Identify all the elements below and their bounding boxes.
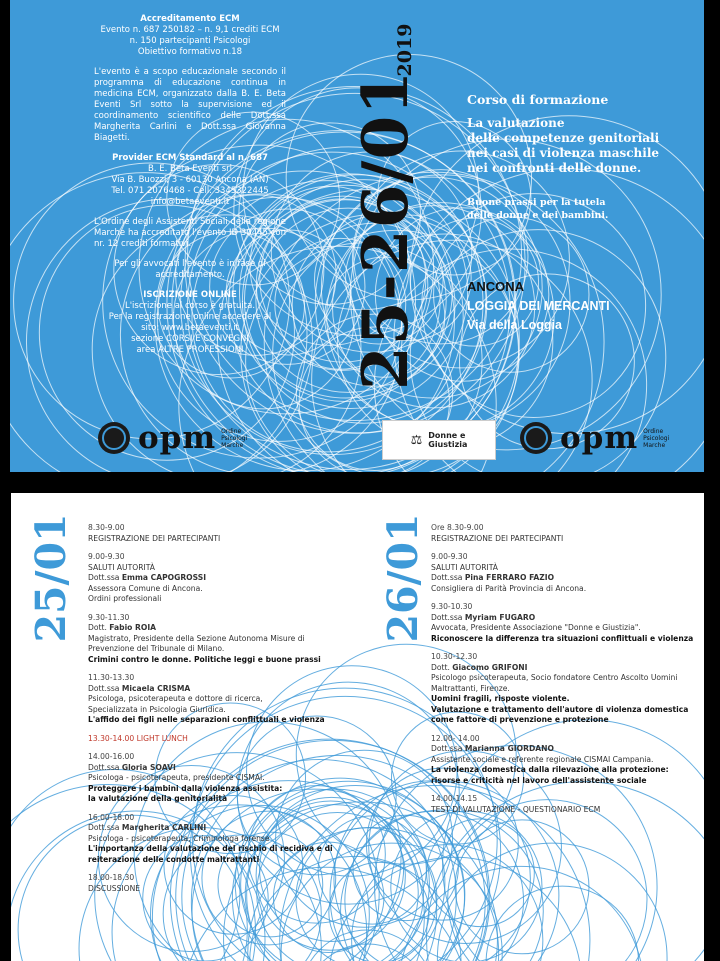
course-title-line: nei casi di violenza maschile xyxy=(467,146,660,160)
provider-heading: Provider ECM Standard al n. 687 xyxy=(112,153,268,163)
program-time: 9.30-10.30 xyxy=(431,602,473,611)
speaker-prefix: Dott. xyxy=(431,662,453,672)
course-subtitle-line: delle donne e dei bambini. xyxy=(467,210,609,221)
program-item xyxy=(431,552,701,594)
program-item xyxy=(431,602,701,644)
program-time: 16.00-18.00 xyxy=(88,812,135,822)
dg-logo-line: Donne e xyxy=(428,431,466,440)
program-line: SALUTI AUTORITÀ xyxy=(88,562,155,572)
program-speaker xyxy=(431,663,701,674)
scales-icon: ⚖ xyxy=(410,432,423,448)
speaker-prefix: Dott.ssa xyxy=(88,573,122,582)
program-time: 14.00-14.15 xyxy=(431,794,478,803)
program-item xyxy=(431,652,701,726)
speaker-name: Giacomo GRIFONI xyxy=(452,662,528,672)
venue-place: LOGGIA DEI MERCANTI xyxy=(467,299,610,313)
program-time: 18.00-18.30 xyxy=(88,873,135,882)
talk-title: Proteggere i bambini dalla violenza assistita: xyxy=(88,783,283,793)
opm-logo-name: opm xyxy=(138,420,217,456)
speaker-prefix: Dott.ssa xyxy=(88,823,122,832)
day1-date: 25/01 xyxy=(27,513,75,643)
opm-circle-logo-icon xyxy=(520,422,552,454)
program-time: 8.30-9.00 xyxy=(88,523,125,532)
program-time: 9.00-9.30 xyxy=(431,552,468,561)
course-title-line: nei confronti delle donne. xyxy=(467,161,642,175)
opm-logo-sub: Ordine xyxy=(221,427,242,435)
speaker-name: Myriam FUGARO xyxy=(464,612,536,622)
registration-line: sezione CORSI E CONVEGNI xyxy=(131,334,249,344)
donne-e-giustizia-logo xyxy=(382,420,496,460)
speaker-prefix: Dott.ssa xyxy=(88,762,122,772)
speaker-role: Psicologo psicoterapeuta, Socio fondatore Centro Ascolto Uomini xyxy=(431,673,678,682)
talk-title: la valutazione della genitorialità xyxy=(88,794,228,803)
program-speaker xyxy=(88,823,353,834)
educational-text: L'evento è a scopo educazionale secondo il programma di educazione continua in medicina ECM, organizzato dalla B. E. Beta Eventi Srl sotto la supervisione ed il coordinamento scientifico delle Dott.ssa Margherita Carlini e Dott.ssa Giovanna Biagetti. xyxy=(94,67,286,143)
speaker-role: Consigliera di Parità Provincia di Ancona. xyxy=(431,583,587,593)
talk-title: Crimini contro le donne. Politiche leggi e buone prassi xyxy=(88,654,321,664)
speaker-prefix: Dott.ssa xyxy=(431,612,465,622)
accreditation-line: Obiettivo formativo n.18 xyxy=(137,47,243,57)
dg-logo-line: Giustizia xyxy=(428,440,468,449)
program-speaker xyxy=(431,744,701,755)
registration-line: Per la registrazione online accedere al xyxy=(108,312,272,322)
speaker-role: Maltrattanti, Firenze. xyxy=(431,683,510,693)
talk-title: L'importanza della valutazione del rischio di recidiva e di xyxy=(88,844,333,853)
accreditation-heading: Accreditamento ECM xyxy=(140,14,240,24)
registration-heading: ISCRIZIONE ONLINE xyxy=(143,290,237,300)
program-speaker xyxy=(88,684,353,695)
registration-line: L'iscrizione al corso è gratuita. xyxy=(124,301,256,311)
opm-logo-right xyxy=(520,420,669,456)
program-line: SALUTI AUTORITÀ xyxy=(431,562,498,572)
program-item xyxy=(88,873,353,894)
opm-logo-name: opm xyxy=(560,420,639,456)
provider-line: Via B. Buozzi, 3 - 60130 Ancona (AN) xyxy=(111,175,269,185)
front-cover xyxy=(10,0,704,472)
speaker-role: Prevenzione del Tribunale di Milano. xyxy=(88,644,225,653)
venue-street: Via della Loggia xyxy=(467,318,562,332)
speaker-prefix: Dott.ssa xyxy=(431,744,465,753)
course-info xyxy=(467,92,704,222)
program-time: 13.30-14.00 LIGHT LUNCH xyxy=(88,733,188,743)
talk-title: Uomini fragili, risposte violente. xyxy=(431,694,570,703)
day2-program xyxy=(431,523,701,823)
speaker-role: Psicologa - psicoterapeuta, presidente CISMAI. xyxy=(88,773,265,782)
speaker-prefix: Dott.ssa xyxy=(431,573,465,582)
registration-line: area ALTRE PROFESSIONI xyxy=(136,345,244,355)
program-time: 14.00-16.00 xyxy=(88,752,135,761)
program-item xyxy=(431,794,701,815)
program-time: 9.30-11.30 xyxy=(88,612,130,622)
speaker-name: Fabio ROIA xyxy=(109,623,157,632)
speaker-role: Psicologa, psicoterapeuta e dottore di ricerca, xyxy=(88,694,263,703)
opm-circle-logo-icon xyxy=(98,422,130,454)
opm-logo-sub: Ordine xyxy=(643,427,664,435)
program-line: REGISTRAZIONE DEI PARTECIPANTI xyxy=(88,533,221,543)
event-dates: 25-26/01 xyxy=(348,69,422,391)
program-line: DISCUSSIONE xyxy=(88,883,141,893)
program-item xyxy=(88,813,353,866)
program-item xyxy=(431,523,701,544)
speaker-name: Pina FERRARO FAZIO xyxy=(464,573,555,582)
speaker-role: Specializzata in Psicologia Giuridica. xyxy=(88,704,226,714)
speaker-name: Margherita CARLINI xyxy=(121,823,207,832)
program-time: Ore 8.30-9.00 xyxy=(431,523,484,532)
talk-title: La violenza domestica dalla rilevazione alla protezione: xyxy=(431,765,669,774)
program-item xyxy=(431,734,701,787)
speaker-name: Marianna GIORDANO xyxy=(464,744,554,753)
accreditation-line: Evento n. 687 250182 – n. 9,1 crediti ECM xyxy=(100,25,280,35)
course-subtitle-line: Buone prassi per la tutela xyxy=(467,197,606,208)
program-speaker xyxy=(431,573,701,584)
venue xyxy=(467,279,610,332)
accreditation-info xyxy=(94,14,286,365)
accreditation-line: n. 150 partecipanti Psicologi xyxy=(129,36,251,46)
program-speaker xyxy=(88,573,353,584)
program-time: 11.30-13.30 xyxy=(88,673,135,682)
opm-logo-sub: Psicologi xyxy=(643,434,670,442)
speaker-prefix: Dott.ssa xyxy=(88,683,122,693)
speaker-name: Emma CAPOGROSSI xyxy=(121,573,207,582)
talk-title: Riconoscere la differenza tra situazioni conflittuali e violenza xyxy=(431,633,694,643)
program-time: 10.30-12.30 xyxy=(431,652,478,661)
speaker-name: Micaela CRISMA xyxy=(121,683,191,693)
program-time: 12.00- 14.00 xyxy=(431,733,480,743)
day1-program xyxy=(88,523,353,902)
program-page xyxy=(11,493,704,961)
day2-date: 26/01 xyxy=(379,513,427,643)
speaker-role: Assistente sociale e referente regionale CISMAI Campania. xyxy=(431,754,654,764)
opm-logo-sub: Marche xyxy=(221,441,244,449)
opm-logo-sub: Marche xyxy=(643,441,666,449)
course-title-line: La valutazione xyxy=(467,116,565,130)
program-speaker xyxy=(88,623,353,634)
program-speaker xyxy=(431,613,701,624)
opm-logo-sub: Psicologi xyxy=(221,434,248,442)
speaker-role: Psicologa - psicoterapeuta, Criminologa forense xyxy=(88,833,270,843)
program-item xyxy=(88,613,353,666)
course-label: Corso di formazione xyxy=(467,92,609,107)
program-speaker xyxy=(88,763,353,774)
talk-title: L'affido dei figli nelle separazioni conflittuali e violenza xyxy=(88,715,325,724)
provider-email[interactable]: info@betaeventi.it xyxy=(150,197,230,207)
speaker-role: Avvocata, Presidente Associazione "Donne e Giustizia". xyxy=(431,623,641,632)
speaker-role: Ordini professionali xyxy=(88,594,162,603)
program-item xyxy=(88,673,353,726)
speaker-role: Assessora Comune di Ancona. xyxy=(88,583,203,593)
provider-line: B. E. Beta Eventi srl xyxy=(147,164,232,174)
program-item xyxy=(88,523,353,544)
registration-line: sito: www.betaeventi.it xyxy=(141,323,239,333)
opm-logo-left xyxy=(98,420,247,456)
venue-city: ANCONA xyxy=(467,279,525,294)
speaker-prefix: Dott. xyxy=(88,623,110,632)
talk-title: Valutazione e trattamento dell'autore di violenza domestica xyxy=(431,704,689,714)
program-item xyxy=(88,552,353,605)
talk-title: reiterazione delle condotte maltrattanti xyxy=(88,854,260,864)
lawyers-text: Per gli avvocati l'evento è in fase di accreditamento. xyxy=(114,259,266,280)
course-title-line: delle competenze genitoriali xyxy=(467,131,660,145)
speaker-role: Magistrato, Presidente della Sezione Autonoma Misure di xyxy=(88,633,305,643)
event-year: 2019 xyxy=(394,23,416,77)
program-item xyxy=(88,752,353,805)
program-line: REGISTRAZIONE DEI PARTECIPANTI xyxy=(431,533,564,543)
program-time: 9.00-9.30 xyxy=(88,552,125,561)
speaker-name: Gloria SOAVI xyxy=(121,762,176,772)
talk-title: come fattore di prevenzione e protezione xyxy=(431,715,609,724)
talk-title: risorse e criticità nel lavoro dell'assistente sociale xyxy=(431,775,647,785)
social-workers-text: L'Ordine degli Assistenti Sociali della regione Marche ha accreditato l'evento ID 30445 con nr. 12 crediti formativi. xyxy=(94,217,286,249)
provider-line: Tel. 071 2076468 - Cell. 3345322445 xyxy=(111,186,269,196)
program-line: TEST DI VALUTAZIONE - QUESTIONARIO ECM xyxy=(431,804,601,814)
program-item xyxy=(88,734,353,745)
